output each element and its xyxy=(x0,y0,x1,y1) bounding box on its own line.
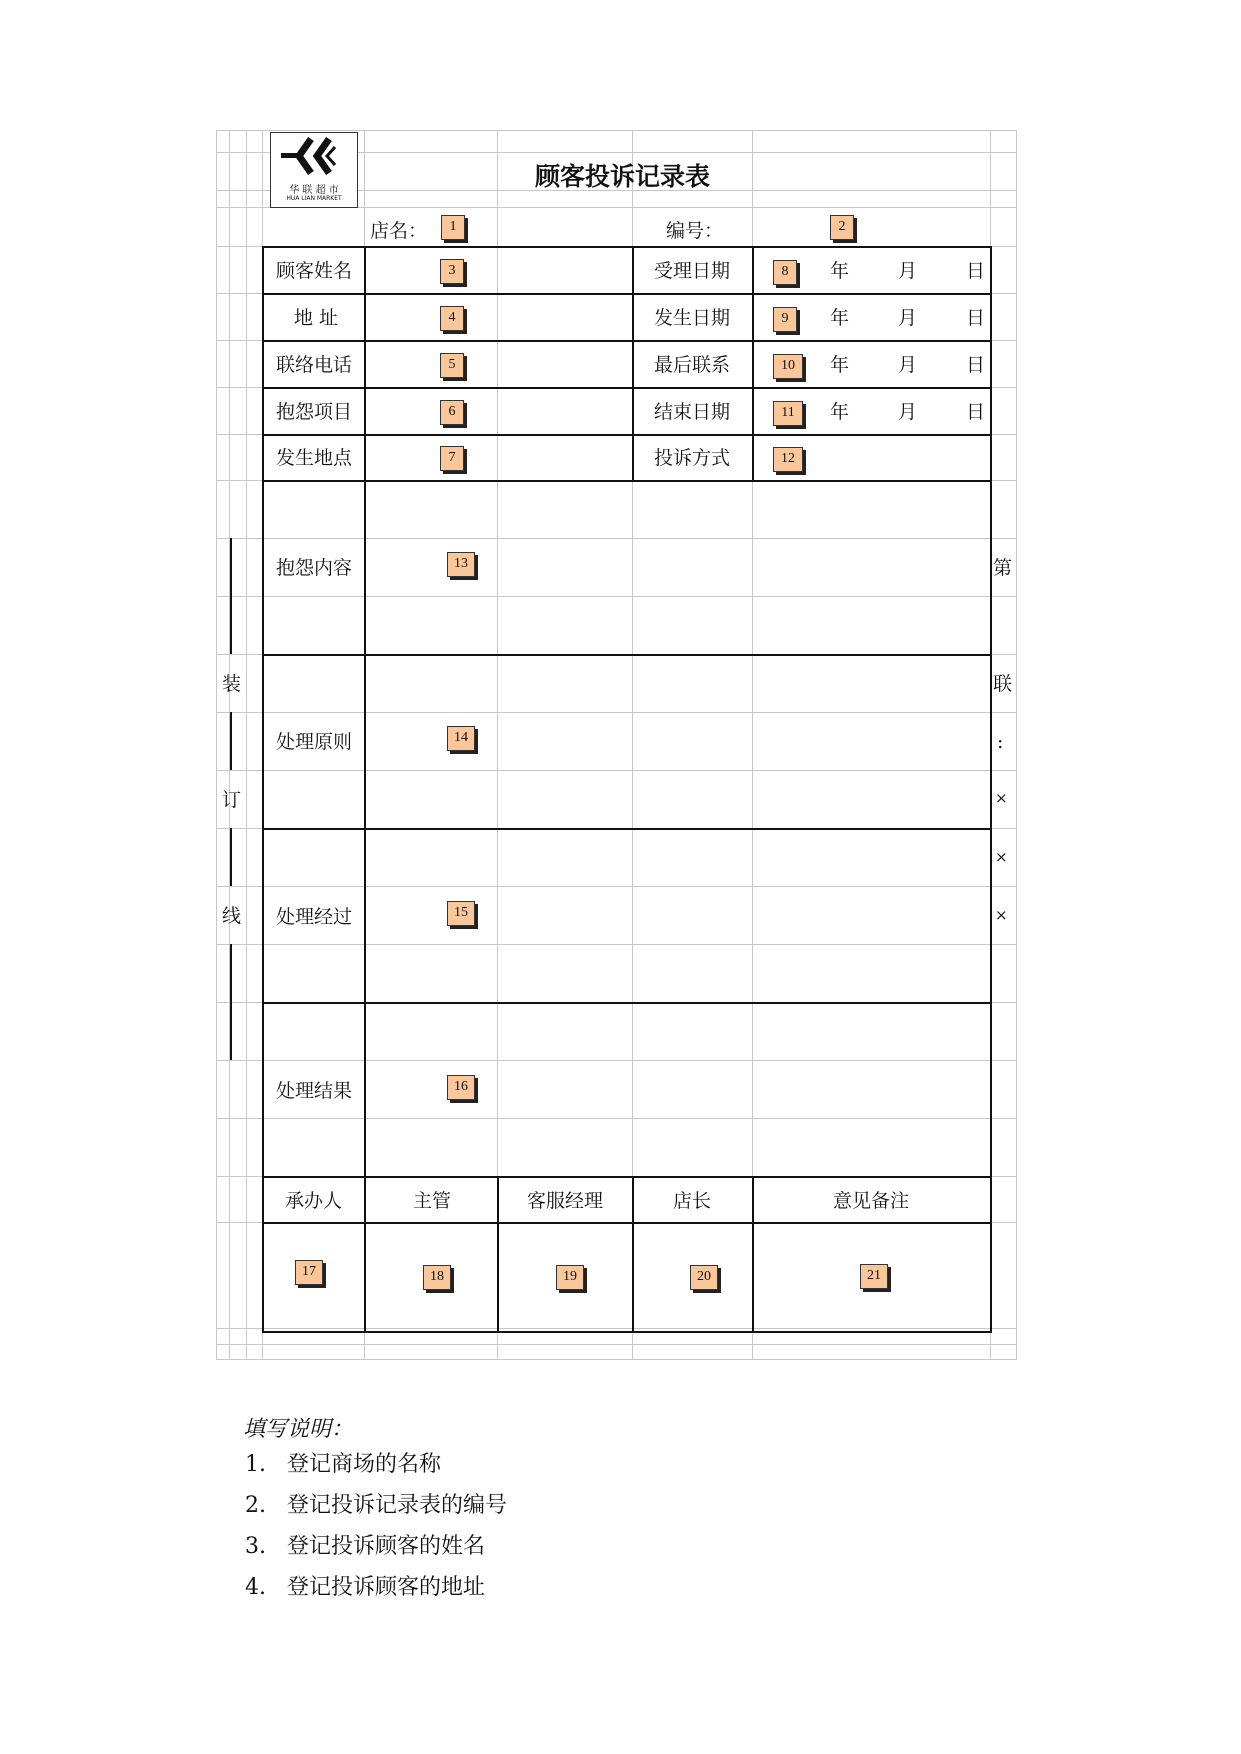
day-label: 日 xyxy=(966,354,986,376)
day-label: 日 xyxy=(966,307,986,329)
copy-char-3: : xyxy=(997,731,1004,753)
logo-brand-cn: 华 联 超 市 xyxy=(289,185,339,196)
incident-location-label: 发生地点 xyxy=(276,447,353,469)
marker-14: 14 xyxy=(447,726,475,751)
complaint-method-label: 投诉方式 xyxy=(654,447,731,469)
year-label: 年 xyxy=(830,401,850,423)
contact-phone-label: 联络电话 xyxy=(276,354,353,376)
handling-result-label: 处理结果 xyxy=(276,1080,353,1102)
marker-6: 6 xyxy=(440,400,464,425)
customer-name-label: 顾客姓名 xyxy=(276,260,353,282)
store-name-label: 店名： xyxy=(370,220,428,242)
copy-x-1: × xyxy=(995,789,1008,807)
occurred-date-label: 发生日期 xyxy=(654,307,731,329)
marker-7: 7 xyxy=(440,446,464,471)
month-label: 月 xyxy=(898,354,918,376)
marker-9: 9 xyxy=(773,307,797,332)
month-label: 月 xyxy=(898,307,918,329)
binding-char-3: 线 xyxy=(222,905,242,927)
marker-17: 17 xyxy=(295,1260,323,1285)
marker-18: 18 xyxy=(423,1265,451,1290)
handling-process-label: 处理经过 xyxy=(276,906,353,928)
marker-3: 3 xyxy=(440,259,464,284)
form-number-label: 编号： xyxy=(666,220,724,242)
copy-char-1: 第 xyxy=(993,557,1013,579)
copy-x-3: × xyxy=(995,906,1008,924)
binding-char-1: 装 xyxy=(222,673,242,695)
month-label: 月 xyxy=(898,260,918,282)
copy-char-2: 联 xyxy=(993,673,1013,695)
marker-13: 13 xyxy=(447,552,475,577)
logo-brand-en: HUA LIAN MARKET xyxy=(286,195,342,202)
marker-20: 20 xyxy=(690,1265,718,1290)
marker-2: 2 xyxy=(830,215,854,240)
note-number: 2. xyxy=(245,1493,266,1518)
marker-1: 1 xyxy=(441,215,465,240)
hualian-logo-mark xyxy=(271,133,357,179)
closed-date-label: 结束日期 xyxy=(654,401,731,423)
marker-15: 15 xyxy=(447,901,475,926)
marker-11: 11 xyxy=(773,401,803,426)
complaint-content-label: 抱怨内容 xyxy=(276,557,353,579)
cs-manager-label: 客服经理 xyxy=(527,1190,604,1212)
handler-label: 承办人 xyxy=(285,1190,343,1212)
month-label: 月 xyxy=(898,401,918,423)
note-number: 4. xyxy=(245,1575,266,1600)
handling-principle-label: 处理原则 xyxy=(276,731,353,753)
remarks-label: 意见备注 xyxy=(833,1190,910,1212)
year-label: 年 xyxy=(830,307,850,329)
note-item xyxy=(245,1574,485,1602)
notes-title: 填写说明： xyxy=(243,1417,354,1442)
marker-4: 4 xyxy=(440,306,464,331)
store-manager-label: 店长 xyxy=(673,1190,712,1212)
year-label: 年 xyxy=(830,260,850,282)
note-text: 登记投诉记录表的编号 xyxy=(287,1493,508,1518)
note-text: 登记投诉顾客的姓名 xyxy=(287,1534,486,1559)
marker-5: 5 xyxy=(440,353,464,378)
note-item xyxy=(245,1451,441,1479)
day-label: 日 xyxy=(966,401,986,423)
marker-19: 19 xyxy=(556,1265,584,1290)
marker-10: 10 xyxy=(773,354,803,379)
address-label: 地 址 xyxy=(294,307,339,329)
note-item xyxy=(245,1533,485,1561)
marker-16: 16 xyxy=(447,1075,475,1100)
form-title: 顾客投诉记录表 xyxy=(535,162,711,191)
marker-21: 21 xyxy=(860,1264,888,1289)
note-text: 登记投诉顾客的地址 xyxy=(287,1575,486,1600)
marker-12: 12 xyxy=(773,447,803,472)
note-number: 3. xyxy=(245,1534,266,1559)
year-label: 年 xyxy=(830,354,850,376)
last-contact-label: 最后联系 xyxy=(654,354,731,376)
binding-char-2: 订 xyxy=(222,789,242,811)
marker-8: 8 xyxy=(773,260,797,285)
note-number: 1. xyxy=(245,1452,266,1477)
complaint-item-label: 抱怨项目 xyxy=(276,401,353,423)
note-text: 登记商场的名称 xyxy=(287,1452,442,1477)
received-date-label: 受理日期 xyxy=(654,260,731,282)
day-label: 日 xyxy=(966,260,986,282)
supervisor-label: 主管 xyxy=(413,1190,452,1212)
note-item xyxy=(245,1492,507,1520)
copy-x-2: × xyxy=(995,848,1008,866)
hualian-logo xyxy=(270,132,358,208)
